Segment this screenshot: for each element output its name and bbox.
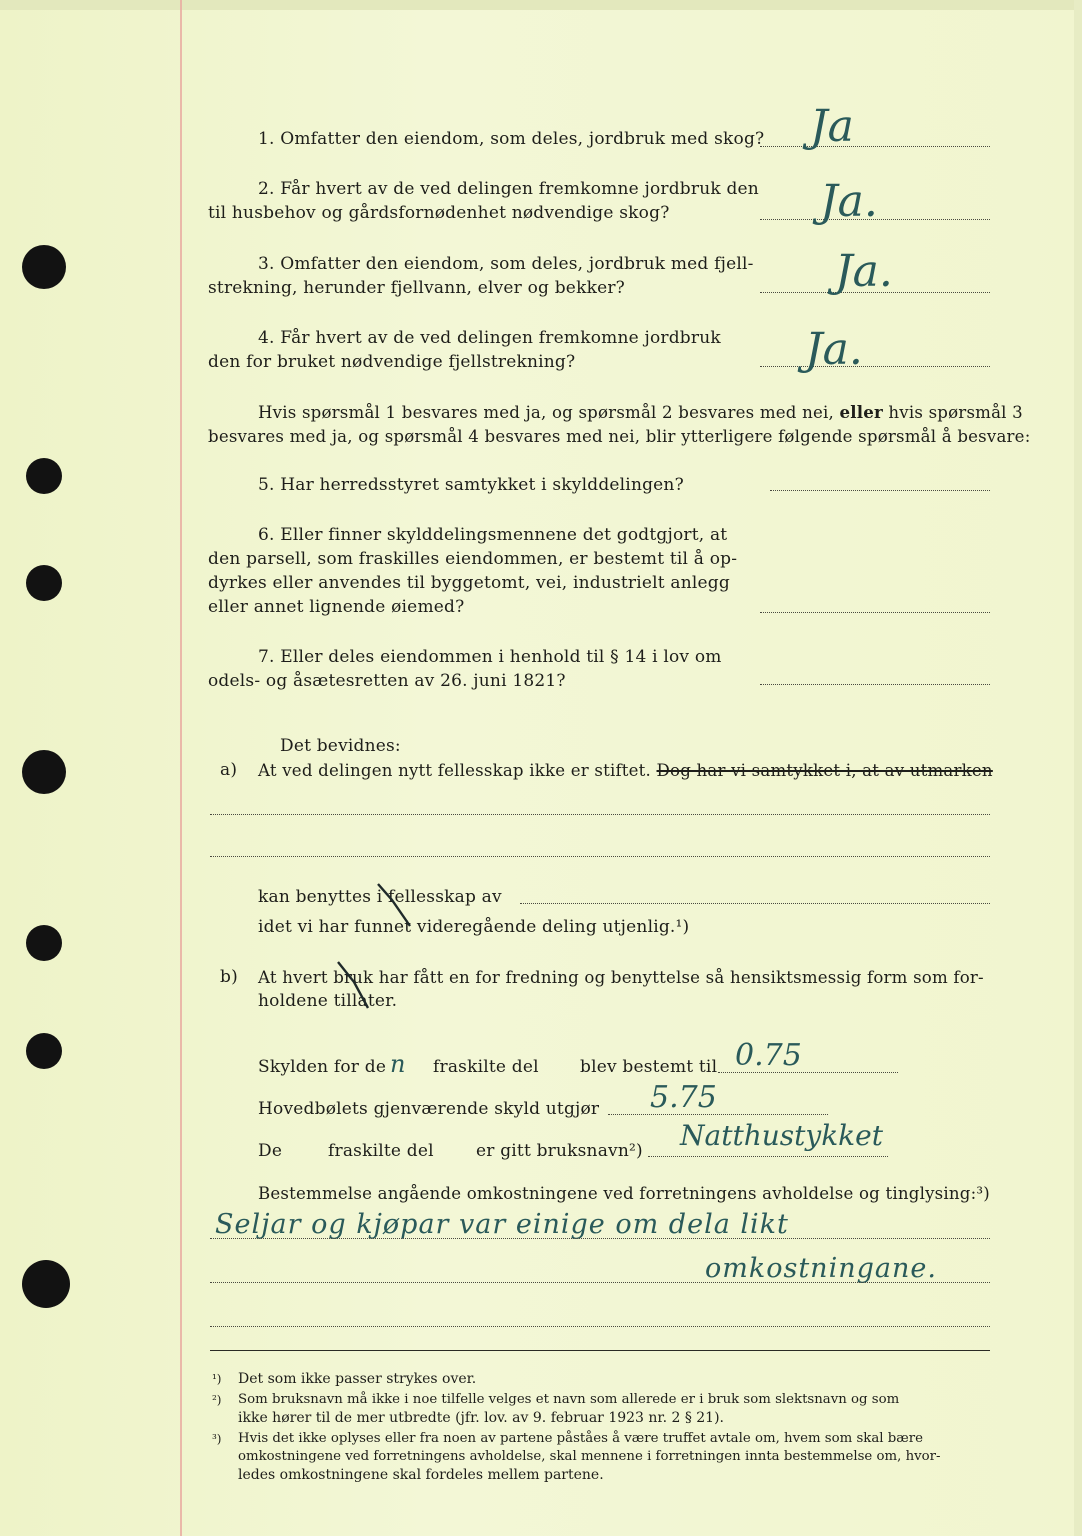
question-6-line-2: den parsell, som fraskilles eiendommen, er bestemt til å op-: [208, 549, 738, 569]
answer-line-6: [760, 612, 990, 613]
bruksnavn-value-handwritten: Natthustykket: [680, 1119, 883, 1152]
footnote-3-mark: ³): [212, 1432, 222, 1446]
item-a-struck-text: Dog har vi samtykket i, at av utmarken: [656, 761, 993, 780]
footnote-1-mark: ¹): [212, 1372, 222, 1386]
footnote-3-line-3: ledes omkostningene skal fordeles mellem partene.: [238, 1467, 604, 1483]
question-5: 5. Har herredsstyret samtykket i skylddelingen?: [258, 475, 684, 495]
hovedbol-line: [608, 1114, 828, 1115]
footnote-2-line-1: Som bruksnavn må ikke i noe tilfelle velges et navn som allerede er i bruk som slektsnavn og som: [238, 1392, 900, 1407]
answer-4-handwritten: Ja.: [805, 324, 863, 375]
bruksnavn-line: [648, 1156, 888, 1157]
page-top-edge: [0, 0, 1082, 10]
footnote-1: Det som ikke passer strykes over.: [238, 1371, 477, 1387]
margin-rule: [180, 0, 182, 1536]
question-7-line-2: odels- og åsætesretten av 26. juni 1821?: [208, 671, 566, 691]
binder-hole-5: [26, 925, 62, 961]
item-b-line-1: At hvert bruk har fått en for fredning og benyttelse så hensiktsmessig form som for-: [258, 968, 984, 987]
hovedbol-label: Hovedbølets gjenværende skyld utgjør: [258, 1099, 600, 1119]
bestemmelse-line-1: [210, 1238, 990, 1239]
binder-hole-2: [26, 458, 62, 494]
item-a-line: [258, 759, 993, 782]
bestemmelse-line-2: [210, 1282, 990, 1283]
question-7-line-1: 7. Eller deles eiendommen i henhold til § 14 i lov om: [258, 647, 722, 667]
item-b-marker: b): [220, 967, 238, 987]
binder-hole-6: [26, 1033, 62, 1069]
answer-line-5: [770, 490, 990, 491]
bestemmelse-label: Bestemmelse angående omkostningene ved forretningens avholdelse og tinglysing:³): [258, 1184, 990, 1203]
question-4-line-1: 4. Får hvert av de ved delingen fremkomne jordbruk: [258, 328, 721, 348]
answer-line-1: [760, 146, 990, 147]
bruksnavn-label-c: er gitt bruksnavn²): [476, 1141, 643, 1161]
question-2-line-1: 2. Får hvert av de ved delingen fremkomne jordbruk den: [258, 179, 759, 199]
footnote-rule: [210, 1350, 990, 1351]
footnote-2-line-2: ikke hører til de mer utbredte (jfr. lov. av 9. februar 1923 nr. 2 § 21).: [238, 1410, 725, 1426]
conditional-text-eller: eller: [839, 402, 883, 422]
strike-mark-1: [370, 878, 430, 938]
conditional-text-c: hvis spørsmål 3: [888, 403, 1023, 422]
item-a-text: At ved delingen nytt fellesskap ikke er stiftet.: [258, 761, 652, 780]
hovedbol-value-handwritten: 5.75: [650, 1080, 717, 1115]
kan-benyttes-text: kan benyttes i fellesskap av: [258, 887, 502, 907]
conditional-instruction-line-1: [258, 401, 1023, 424]
conditional-instruction-line-2: besvares med ja, og spørsmål 4 besvares med nei, blir ytterligere følgende spørsmål å besvare:: [208, 427, 1031, 446]
skylden-handwritten-n: n: [390, 1050, 406, 1078]
answer-1-handwritten: Ja: [810, 101, 854, 152]
question-3-line-2: strekning, herunder fjellvann, elver og bekker?: [208, 278, 625, 298]
question-6-line-4: eller annet lignende øiemed?: [208, 597, 465, 617]
item-b-line-2: holdene tillater.: [258, 991, 398, 1011]
skylden-label-c: blev bestemt til: [580, 1057, 718, 1077]
binder-hole-3: [26, 565, 62, 601]
footnote-2-mark: ²): [212, 1393, 222, 1407]
blank-line-a2: [210, 856, 990, 857]
bevidnes-heading: Det bevidnes:: [280, 736, 401, 756]
item-a-marker: a): [220, 760, 238, 780]
question-6-line-1: 6. Eller finner skylddelingsmennene det godtgjort, at: [258, 525, 728, 545]
blank-line-a1: [210, 814, 990, 815]
bestemmelse-handwritten-line-2: omkostningane.: [705, 1253, 937, 1284]
question-3-line-1: 3. Omfatter den eiendom, som deles, jordbruk med fjell-: [258, 254, 754, 274]
skylden-value-handwritten: 0.75: [735, 1038, 802, 1073]
answer-2-handwritten: Ja.: [820, 176, 878, 227]
bruksnavn-label-b: fraskilte del: [328, 1141, 434, 1161]
bestemmelse-line-3: [210, 1326, 990, 1327]
skylden-label-a: Skylden for de: [258, 1057, 387, 1077]
binder-hole-1: [22, 245, 66, 289]
answer-line-4: [760, 366, 990, 367]
question-1: 1. Omfatter den eiendom, som deles, jordbruk med skog?: [258, 129, 765, 149]
binder-hole-4: [22, 750, 66, 794]
skylden-label-b: fraskilte del: [433, 1057, 539, 1077]
bestemmelse-handwritten-line-1: Seljar og kjøpar var einige om dela likt: [215, 1209, 789, 1240]
idet-vi-text: idet vi har funnet videregående deling utjenlig.¹): [258, 917, 690, 937]
page-right-edge: [1074, 0, 1082, 1536]
footnote-3-line-2: omkostningene ved forretningens avholdelse, skal mennene i forretningen innta bestemmelse om, hvor-: [238, 1449, 941, 1464]
kan-benyttes-line: [520, 903, 990, 904]
conditional-text-a: Hvis spørsmål 1 besvares med ja, og spørsmål 2 besvares med nei,: [258, 403, 834, 422]
binder-hole-7: [22, 1260, 70, 1308]
answer-line-7: [760, 684, 990, 685]
question-4-line-2: den for bruket nødvendige fjellstrekning?: [208, 352, 576, 372]
question-6-line-3: dyrkes eller anvendes til byggetomt, vei, industrielt anlegg: [208, 573, 730, 593]
question-2-line-2: til husbehov og gårdsfornødenhet nødvendige skog?: [208, 203, 670, 223]
strike-mark-2: [330, 958, 390, 1018]
bruksnavn-label-a: De: [258, 1141, 283, 1161]
answer-3-handwritten: Ja.: [835, 246, 893, 297]
footnote-3-line-1: Hvis det ikke oplyses eller fra noen av partene påståes å være truffet avtale om, hvem som skal bære: [238, 1431, 923, 1446]
